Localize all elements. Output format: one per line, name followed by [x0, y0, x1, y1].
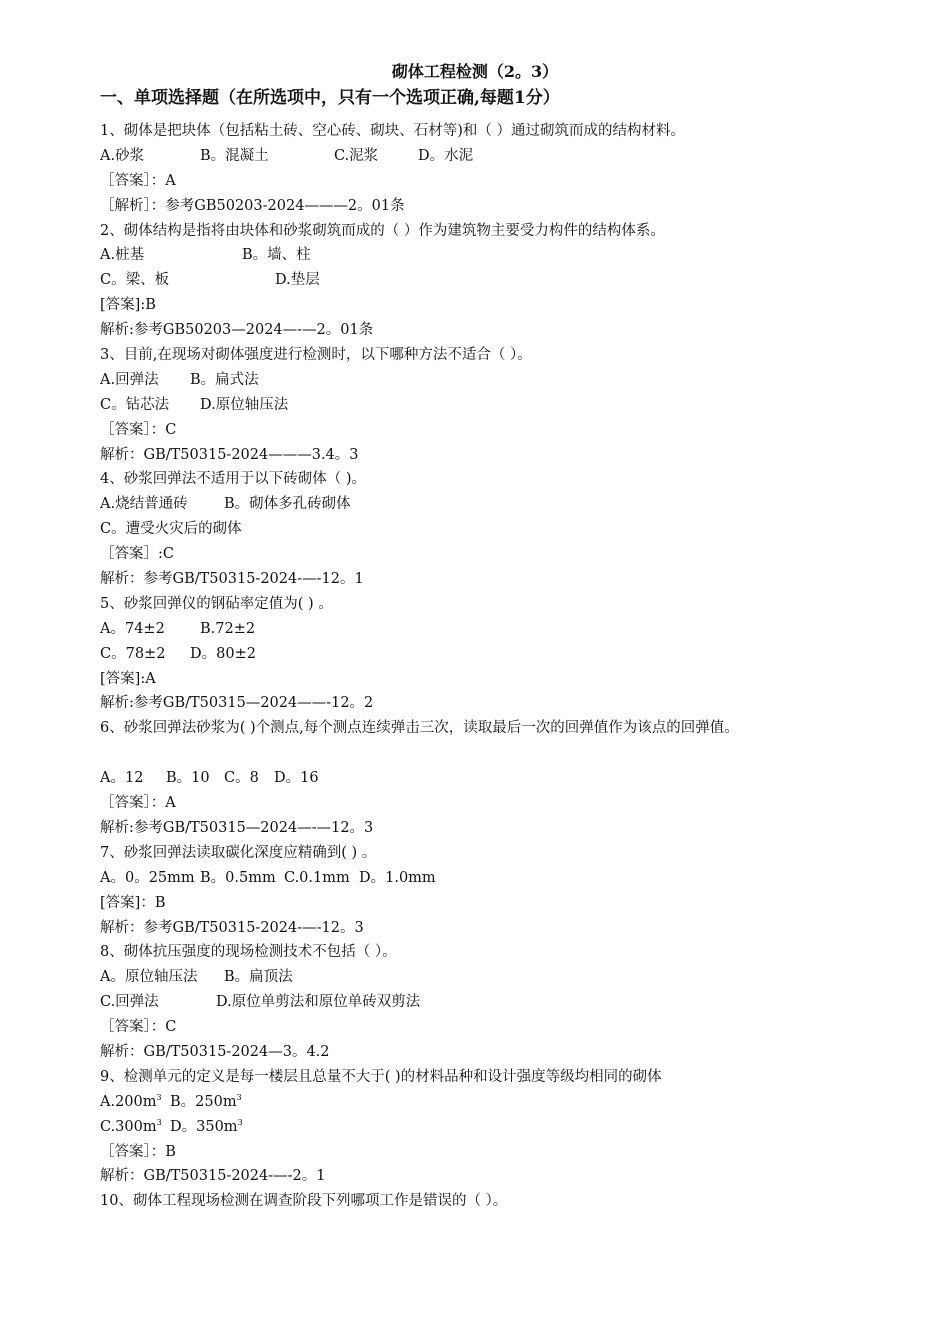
- option-b: B。0.5mm: [200, 869, 276, 886]
- question-3-options-ab: [100, 368, 860, 393]
- question-list: [100, 119, 860, 1214]
- question-4-option-c: C。遭受火灾后的砌体: [100, 521, 242, 538]
- option-a: A。原位轴压法: [100, 969, 198, 986]
- question-8-stem: 8、砌体抗压强度的现场检测技术不包括（ ）。: [100, 944, 397, 961]
- question-6-options: [100, 766, 860, 791]
- option-c: C.泥浆: [334, 147, 379, 164]
- question-9-analysis: 解析：GB/T50315-2024-—-2。1: [100, 1168, 326, 1185]
- cubic-superscript: 3: [237, 1117, 243, 1127]
- question-3-stem: 3、目前,在现场对砌体强度进行检测时，以下哪种方法不适合（ ）。: [100, 347, 532, 364]
- question-7-answer: [答案]：B: [100, 894, 166, 911]
- option-b: B。$250m^3$: [170, 1092, 242, 1110]
- question-1-analysis: ［解析］：参考GB50203-2024———2。01条: [100, 197, 405, 214]
- question-7-options: [100, 866, 860, 891]
- option-c: $C.300m^3$: [100, 1117, 162, 1135]
- option-c: C。8: [224, 770, 259, 787]
- question-3-answer: ［答案］：C: [100, 421, 177, 438]
- section-heading: 一、单项选择题（在所选项中，只有一个选项正确,每题1分）: [100, 88, 560, 108]
- option-b: B。混凝土: [200, 147, 269, 164]
- cubic-superscript: 3: [156, 1117, 162, 1127]
- question-2-options-ab: [100, 243, 860, 268]
- question-10-stem: 10、砌体工程现场检测在调查阶段下列哪项工作是错误的（ ）。: [100, 1193, 508, 1210]
- option-d: D.垫层: [275, 272, 320, 289]
- question-6-answer: ［答案］：A: [100, 795, 176, 812]
- question-5-options-ab: [100, 617, 860, 642]
- option-c: C。78±2: [100, 645, 166, 662]
- option-a: A.回弹法: [100, 371, 159, 388]
- option-b: B。墙、柱: [242, 247, 311, 264]
- option-d: D。水泥: [418, 147, 474, 164]
- option-a: A。74±2: [100, 620, 165, 637]
- question-8-analysis: 解析：GB/T50315-2024—3。4.2: [100, 1043, 330, 1060]
- question-3-analysis: 解析：GB/T50315-2024———3.4。3: [100, 446, 359, 463]
- question-9-answer: ［答案］：B: [100, 1143, 176, 1160]
- option-d: D。16: [274, 770, 319, 787]
- option-c: C。钻芯法: [100, 396, 170, 413]
- option-c: C.0.1mm: [284, 869, 350, 886]
- cubic-superscript: 3: [156, 1092, 162, 1102]
- question-7-stem: 7、砂浆回弹法读取碳化深度应精确到( ) 。: [100, 844, 377, 861]
- option-b: B。扁式法: [190, 371, 259, 388]
- question-2-analysis: 解析:参考GB50203—2024—-—2。01条: [100, 322, 374, 339]
- question-7-analysis: 解析：参考GB/T50315-2024-—-12。3: [100, 919, 364, 936]
- option-b: B.72±2: [200, 620, 256, 637]
- option-d: D.原位轴压法: [200, 396, 289, 413]
- cubic-superscript: 3: [236, 1092, 242, 1102]
- question-1-answer: ［答案］：A: [100, 172, 176, 189]
- question-6-stem: 6、砂浆回弹法砂浆为( )个测点,每个测点连续弹击三次，读取最后一次的回弹值作为该点的回弹值。: [100, 720, 739, 737]
- option-c: C.回弹法: [100, 994, 159, 1011]
- option-d: D。80±2: [190, 645, 256, 662]
- question-2-stem: 2、砌体结构是指将由块体和砂浆砌筑而成的（ ）作为建筑物主要受力构件的结构体系。: [100, 222, 665, 239]
- option-b: B。砌体多孔砖砌体: [224, 496, 351, 513]
- question-3-options-cd: [100, 393, 860, 418]
- question-6-analysis: 解析:参考GB/T50315—2024—-—12。3: [100, 819, 374, 836]
- question-4-analysis: 解析：参考GB/T50315-2024-—-12。1: [100, 571, 364, 588]
- question-1-stem: 1、砌体是把块体（包括粘土砖、空心砖、砌块、石材等)和（ ）通过砌筑而成的结构材料。: [100, 123, 685, 139]
- question-5-stem: 5、砂浆回弹仪的钢砧率定值为( ) 。: [100, 595, 333, 612]
- option-a: A.烧结普通砖: [100, 496, 188, 513]
- page-title: 砌体工程检测（2。3）: [391, 62, 559, 81]
- option-a: A.桩基: [100, 247, 145, 264]
- question-4-options-ab: [100, 492, 860, 517]
- question-2-answer: [答案]:B: [100, 297, 156, 314]
- option-a: $A.200m^3$: [100, 1092, 162, 1110]
- option-b: B。扁顶法: [224, 969, 293, 986]
- question-8-options-ab: [100, 965, 860, 990]
- question-5-analysis: 解析:参考GB/T50315—2024——-12。2: [100, 695, 374, 712]
- option-c: C。梁、板: [100, 272, 170, 289]
- question-4-stem: 4、砂浆回弹法不适用于以下砖砌体（ )。: [100, 471, 366, 488]
- question-4-answer: ［答案］:C: [100, 546, 174, 563]
- option-a: A。0。25mm: [100, 869, 195, 886]
- option-a: A.砂浆: [100, 147, 145, 164]
- option-d: D.原位单剪法和原位单砖双剪法: [216, 994, 421, 1011]
- question-8-options-cd: [100, 990, 860, 1015]
- question-9-stem: 9、检测单元的定义是每一楼层且总量不大于( )的材料品种和设计强度等级均相同的砌体: [100, 1068, 662, 1085]
- option-d: D。1.0mm: [359, 869, 436, 886]
- question-9-options-ab: [100, 1090, 860, 1115]
- question-9-options-cd: [100, 1115, 860, 1140]
- question-5-options-cd: [100, 642, 860, 667]
- option-d: D。$350m^3$: [170, 1117, 243, 1135]
- question-5-answer: [答案]:A: [100, 670, 156, 687]
- option-a: A。12: [100, 770, 144, 787]
- question-8-answer: ［答案］：C: [100, 1019, 177, 1036]
- question-1-options: [100, 144, 860, 169]
- option-b: B。10: [166, 770, 210, 787]
- question-2-options-cd: [100, 268, 860, 293]
